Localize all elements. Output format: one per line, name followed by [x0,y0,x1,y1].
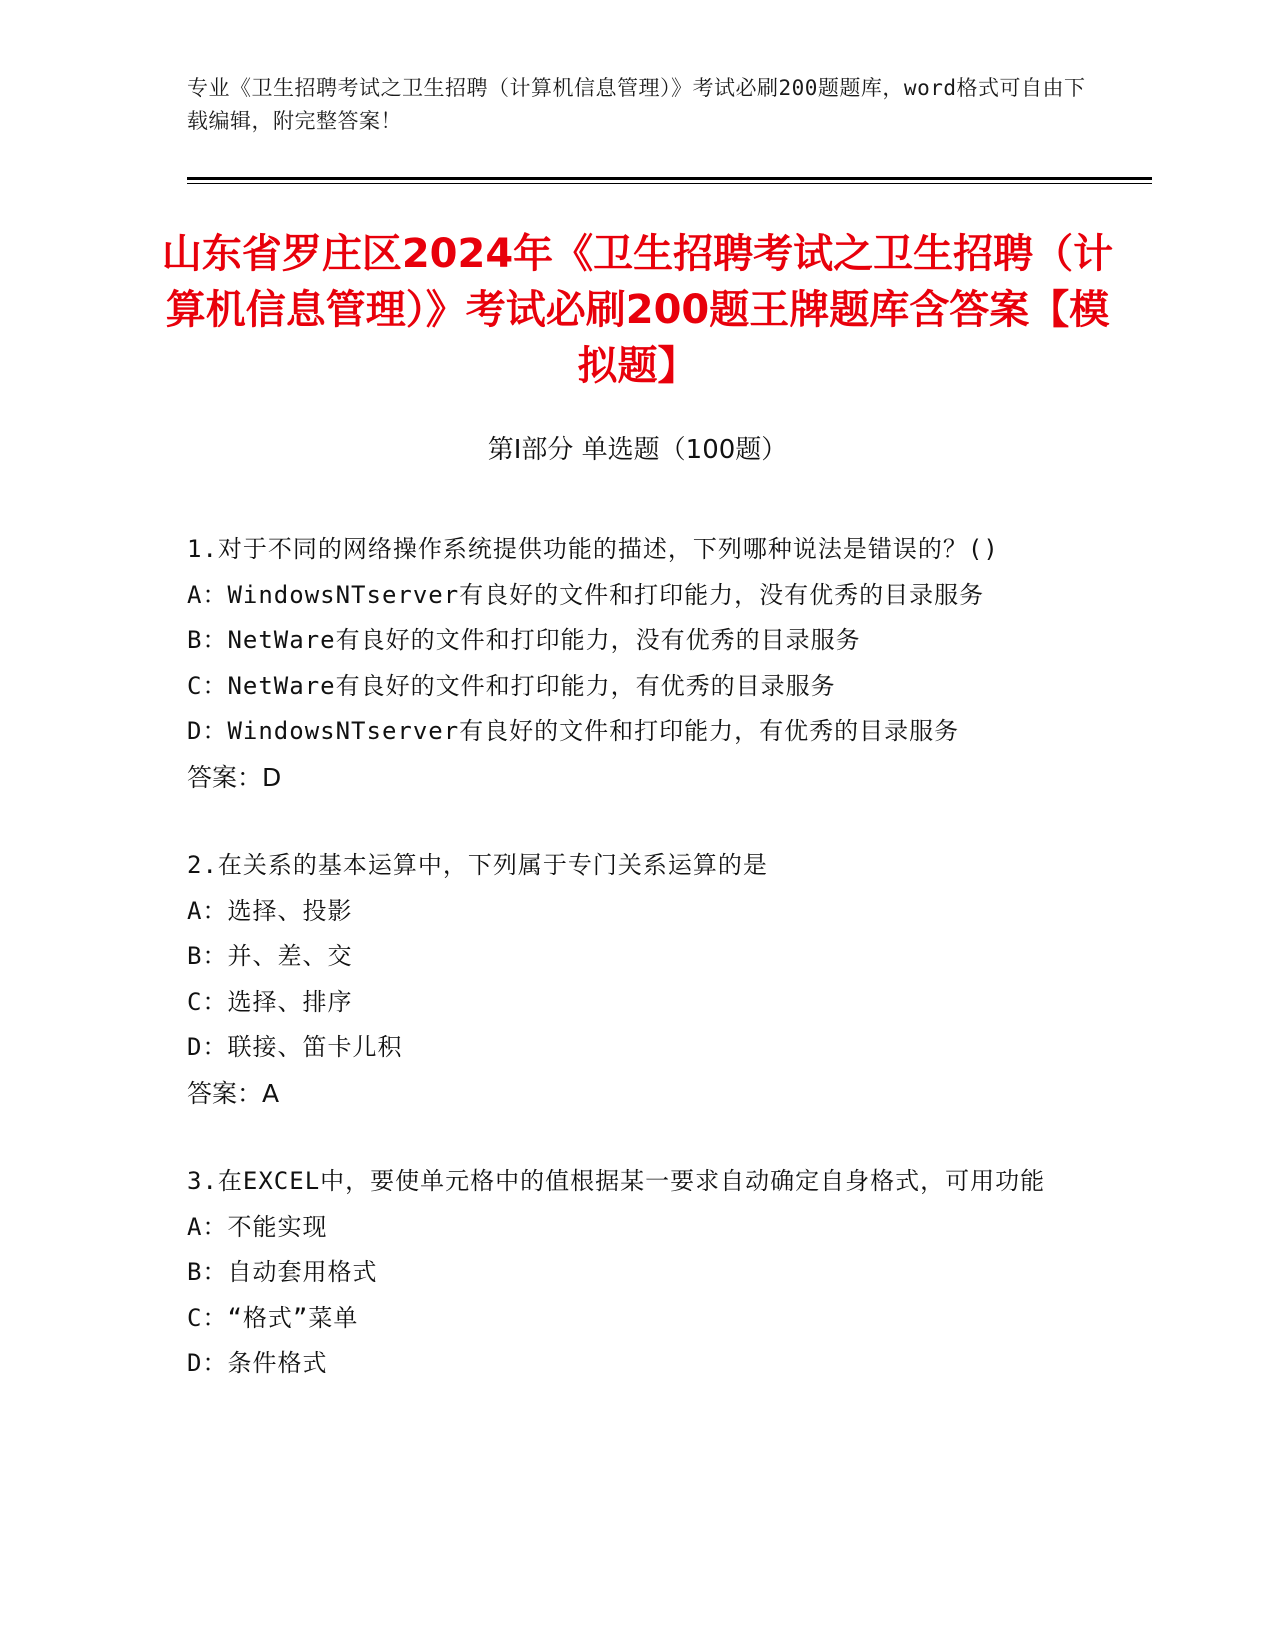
question-1 [187,527,1067,800]
question-2 [187,843,1067,1116]
header-divider-thin [187,183,1152,184]
header-note: 专业《卫生招聘考试之卫生招聘（计算机信息管理）》考试必刷200题题库，word格式可自由下载编辑，附完整答案！ [187,76,1086,133]
option-c: C：“格式”菜单 [187,1303,359,1332]
option-a: A：WindowsNTserver有良好的文件和打印能力，没有优秀的目录服务 [187,580,985,609]
question-stem: 2.在关系的基本运算中，下列属于专门关系运算的是 [187,851,768,879]
option-a: A：选择、投影 [187,896,353,925]
option-b: B：自动套用格式 [187,1258,378,1286]
option-a: A：不能实现 [187,1212,328,1241]
option-b: B：并、差、交 [187,942,353,970]
section-title: 第I部分 单选题（100题） [487,435,788,465]
question-stem: 3.在EXCEL中，要使单元格中的值根据某一要求自动确定自身格式，可用功能 [187,1167,1046,1195]
document-title: 山东省罗庄区2024年《卫生招聘考试之卫生招聘（计算机信息管理）》考试必刷200题王牌题库含答案【模拟题】 [161,231,1114,389]
header-divider-thick [187,177,1152,180]
answer: 答案：A [187,1078,280,1108]
option-b: B：NetWare有良好的文件和打印能力，没有优秀的目录服务 [187,626,861,654]
question-stem: 1.对于不同的网络操作系统提供功能的描述，下列哪种说法是错误的？() [187,535,999,563]
option-d: D：WindowsNTserver有良好的文件和打印能力，有优秀的目录服务 [187,717,960,745]
answer: 答案：D [187,762,282,792]
option-c: C：NetWare有良好的文件和打印能力，有优秀的目录服务 [187,671,836,700]
question-3 [187,1159,1067,1387]
option-c: C：选择、排序 [187,987,353,1016]
option-d: D：联接、笛卡儿积 [187,1033,403,1061]
question-list [187,527,1067,1430]
option-d: D：条件格式 [187,1349,328,1377]
